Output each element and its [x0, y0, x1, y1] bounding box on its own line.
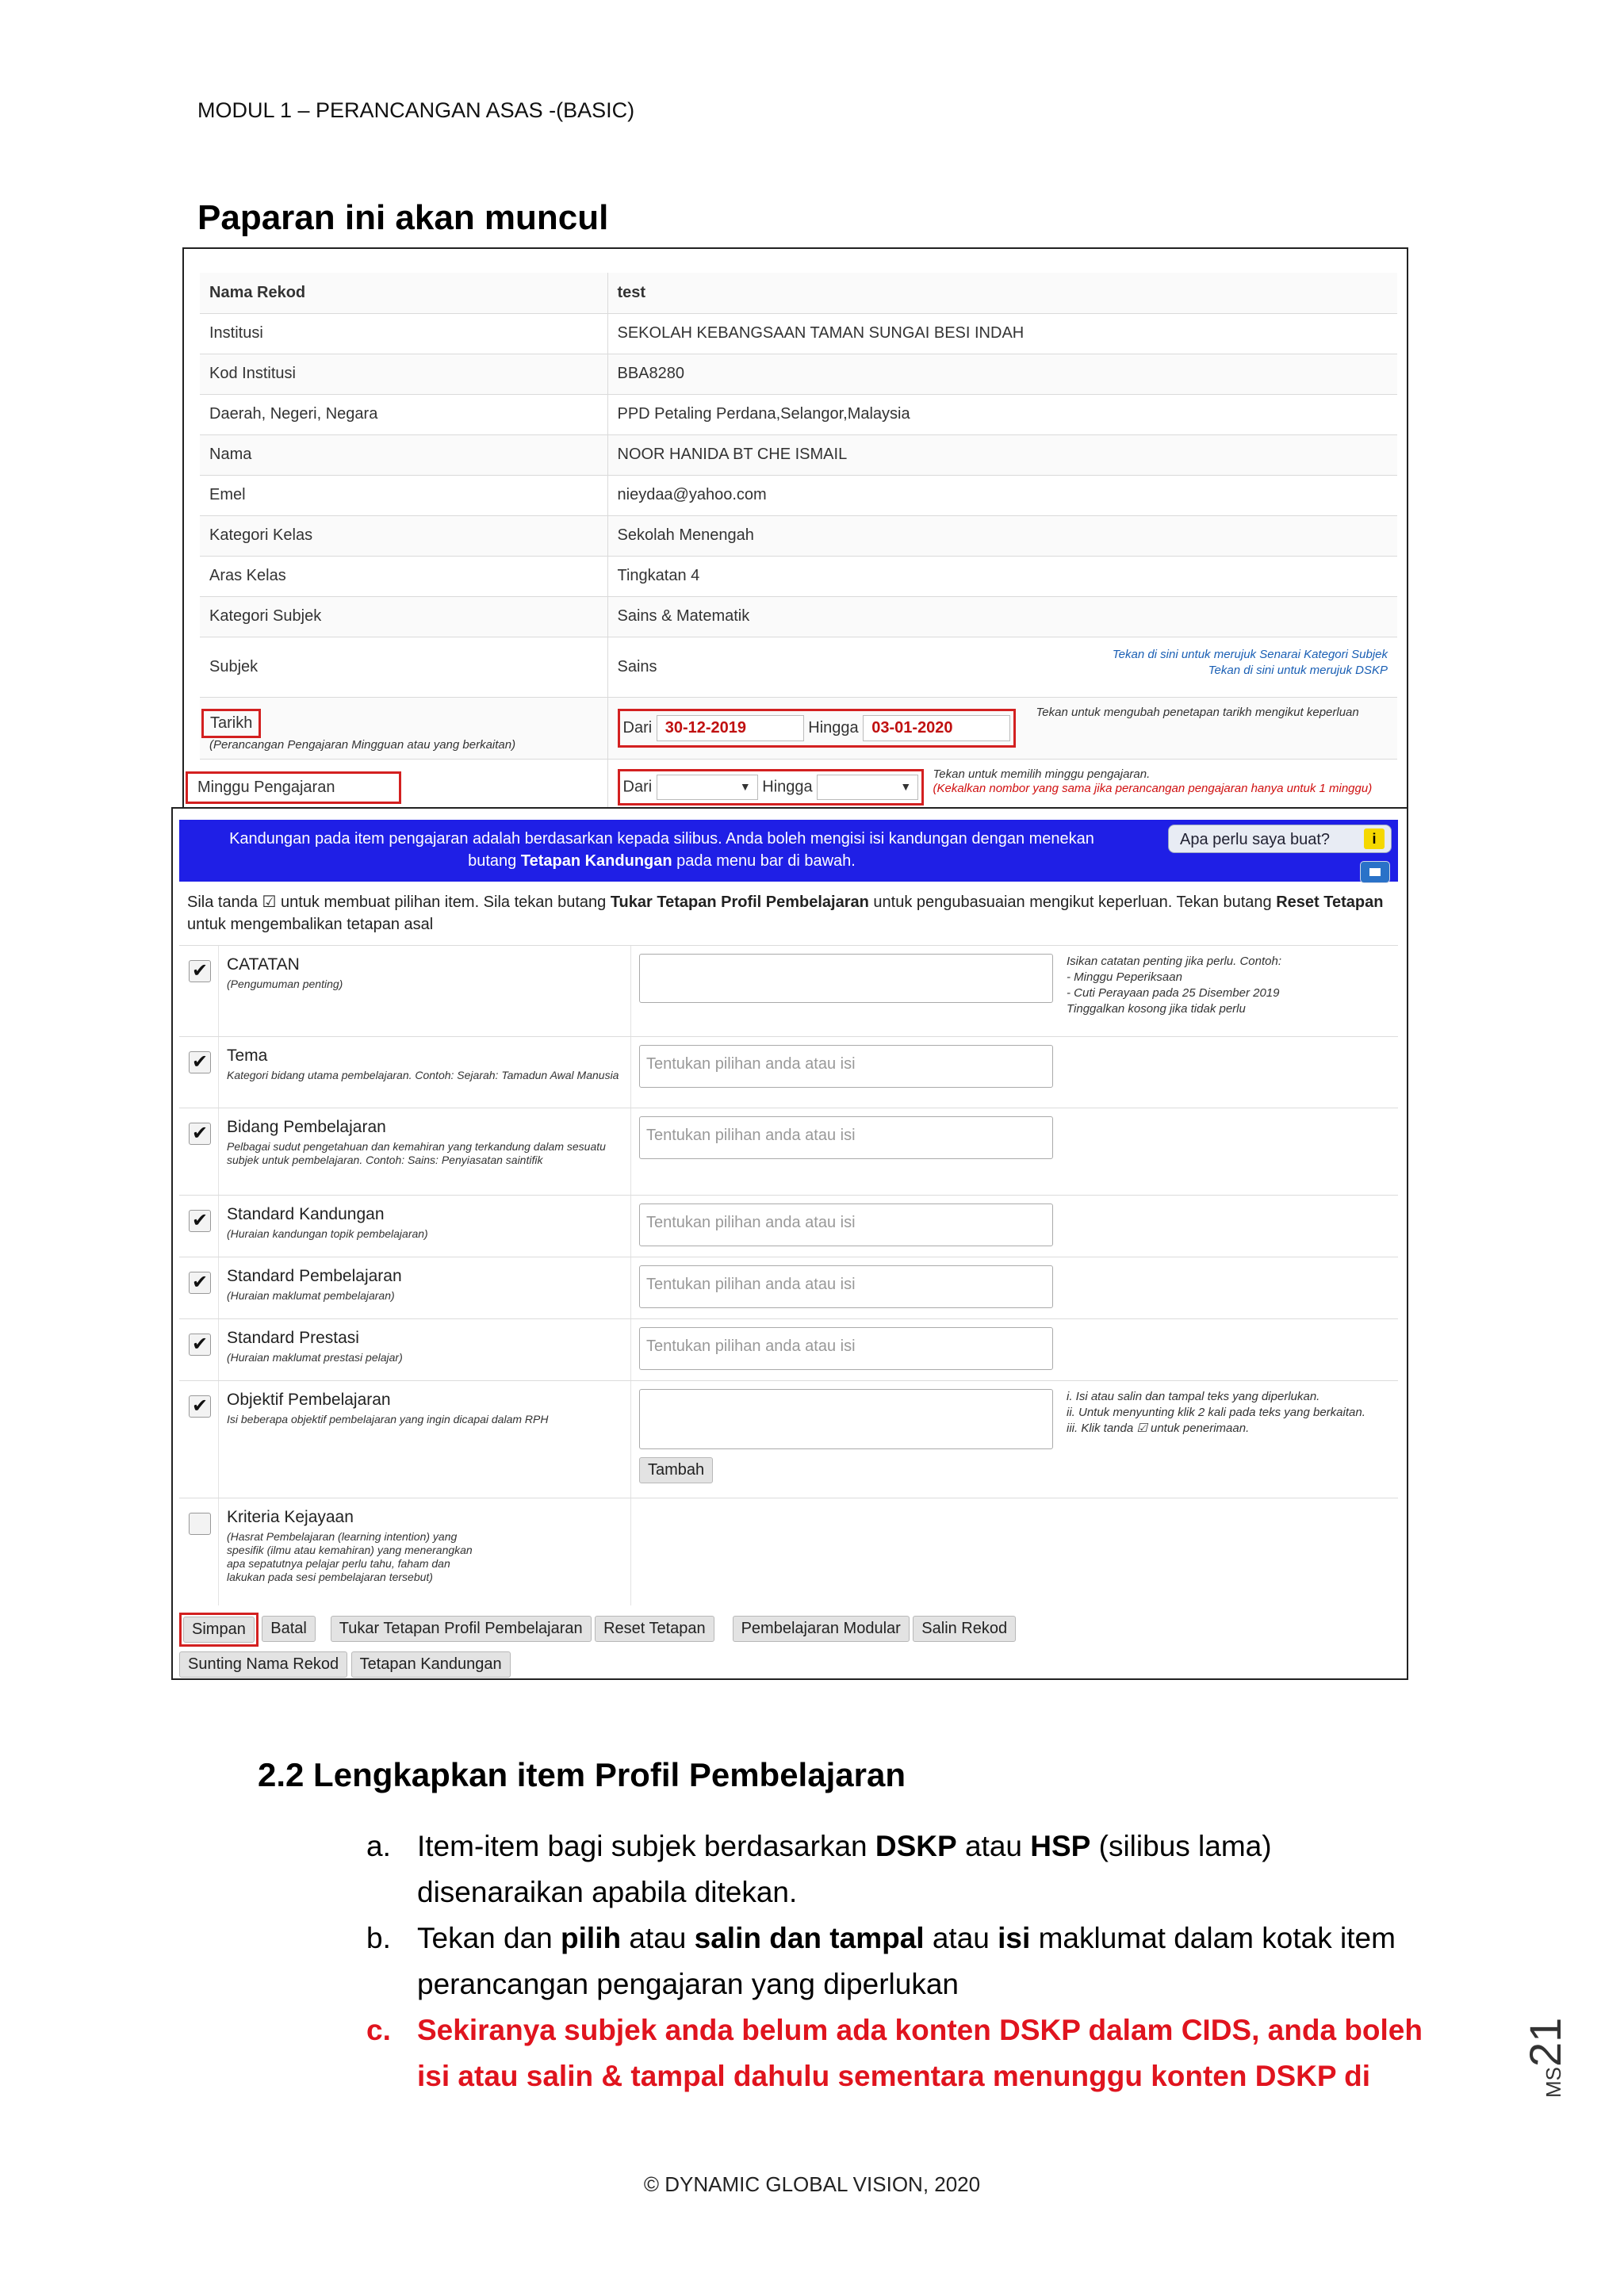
instruction-list [366, 1823, 1445, 2099]
date-to-input[interactable]: 03-01-2020 [863, 715, 1010, 741]
week-warning: (Kekalkan nombor yang sama jika perancangan pengajaran hanya untuk 1 minggu) [933, 781, 1373, 795]
objektif-textarea[interactable] [639, 1389, 1053, 1449]
item-checkbox[interactable] [189, 1395, 211, 1418]
record-row: Daerah, Negeri, Negara PPD Petaling Perdana,Selangor,Malaysia [200, 394, 1397, 434]
record-table [197, 273, 1397, 817]
item-checkbox[interactable] [189, 1051, 211, 1073]
standard-prestasi-input[interactable]: Tentukan pilihan anda atau isi [639, 1327, 1053, 1370]
help-button[interactable]: Apa perlu saya buat? i [1168, 825, 1392, 853]
record-row: Nama Rekod test [200, 273, 1397, 313]
week-to-select[interactable] [817, 775, 918, 800]
record-details-screenshot [182, 247, 1408, 814]
subject-value: Sains [617, 657, 657, 675]
button-bar [179, 1613, 1400, 1678]
catatan-note: Isikan catatan penting jika perlu. Contoh: - Minggu Peperiksaan - Cuti Perayaan pada 25 Disember 2019 Tinggalkan kosong jika tidak perlu [1067, 955, 1282, 1016]
standard-pembelajaran-input[interactable]: Tentukan pilihan anda atau isi [639, 1265, 1053, 1308]
copy-record-button[interactable]: Salin Rekod [913, 1616, 1016, 1642]
week-from-select[interactable] [657, 775, 758, 800]
save-highlight [179, 1613, 259, 1647]
item-row-tema: ✔ Tema Kategori bidang utama pembelajaran. Contoh: Sejarah: Tamadun Awal Manusia Tentukan pilihan anda atau isi [179, 1036, 1398, 1108]
date-note: Tekan untuk mengubah penetapan tarikh mengikut keperluan [1036, 705, 1359, 719]
standard-kandungan-input[interactable]: Tentukan pilihan anda atau isi [639, 1203, 1053, 1246]
record-row: Kod Institusi BBA8280 [200, 354, 1397, 394]
save-button[interactable]: Simpan [183, 1617, 255, 1643]
week-range-highlight: Dari ▼ Hingga ▼ [618, 769, 925, 806]
modular-button[interactable]: Pembelajaran Modular [733, 1616, 910, 1642]
bidang-input[interactable]: Tentukan pilihan anda atau isi [639, 1116, 1053, 1159]
content-settings-button[interactable]: Tetapan Kandungan [351, 1651, 511, 1678]
edit-record-name-button[interactable]: Sunting Nama Rekod [179, 1651, 347, 1678]
list-item: a. Item-item bagi subjek berdasarkan DSKP atau HSP (silibus lama) disenaraikan apabila ditekan. [366, 1830, 1272, 1908]
content-items [179, 945, 1398, 1605]
page-number: MS21 [1520, 2017, 1570, 2098]
subject-row [200, 637, 1397, 697]
item-checkbox[interactable] [189, 1513, 211, 1535]
date-from-input[interactable]: 30-12-2019 [657, 715, 804, 741]
list-item: c. Sekiranya subjek anda belum ada konten DSKP dalam CIDS, anda boleh isi atau salin & tampal dahulu sementara menunggu konten DSKP di [366, 2014, 1423, 2092]
video-icon[interactable] [1360, 861, 1390, 883]
date-label: Tarikh [210, 714, 253, 732]
reset-button[interactable]: Reset Tetapan [595, 1616, 714, 1642]
date-range-highlight: Dari 30-12-2019 Hingga 03-01-2020 [618, 709, 1017, 748]
date-description: (Perancangan Pengajaran Mingguan atau yang berkaitan) [209, 737, 516, 752]
item-row-objektif: ✔ Objektif Pembelajaran Isi beberapa objektif pembelajaran yang ingin dicapai dalam RPH Tambah i. Isi atau salin dan tampal teks yang diperlukan. ii. Untuk menyunting klik 2 kali pada teks yang berkaitan. iii. Klik tanda ☑ untuk penerimaan. [179, 1380, 1398, 1498]
item-checkbox[interactable] [189, 1123, 211, 1145]
item-row-catatan: ✔ CATATAN (Pengumuman penting) Isikan catatan penting jika perlu. Contoh: - Minggu Peperiksaan - Cuti Perayaan pada 25 Disember 2019 Tinggalkan kosong jika tidak perlu [179, 945, 1398, 1036]
item-row-standard-kandungan: ✔ Standard Kandungan (Huraian kandungan topik pembelajaran) Tentukan pilihan anda atau isi [179, 1195, 1398, 1257]
tema-input[interactable]: Tentukan pilihan anda atau isi [639, 1045, 1053, 1088]
info-banner: Kandungan pada item pengajaran adalah berdasarkan kepada silibus. Anda boleh mengisi isi kandungan dengan menekan butang Tetapan Kandungan pada menu bar di bawah. Apa perlu saya buat? i [179, 820, 1398, 882]
document-header: MODUL 1 – PERANCANGAN ASAS -(BASIC) [197, 98, 635, 122]
item-checkbox[interactable] [189, 1210, 211, 1232]
footer: © DYNAMIC GLOBAL VISION, 2020 [643, 2172, 981, 2196]
date-row [200, 697, 1397, 759]
record-row: Kategori Subjek Sains & Matematik [200, 596, 1397, 637]
subject-category-link[interactable]: Tekan di sini untuk merujuk Senarai Kategori Subjek [1112, 647, 1388, 661]
section-heading: Paparan ini akan muncul [197, 198, 609, 237]
record-row: Emel nieydaa@yahoo.com [200, 475, 1397, 515]
add-button[interactable]: Tambah [639, 1457, 713, 1483]
item-row-standard-pembelajaran: ✔ Standard Pembelajaran (Huraian maklumat pembelajaran) Tentukan pilihan anda atau isi [179, 1257, 1398, 1318]
week-label: Minggu Pengajaran [197, 778, 335, 796]
change-profile-button[interactable]: Tukar Tetapan Profil Pembelajaran [331, 1616, 592, 1642]
dskp-link[interactable]: Tekan di sini untuk merujuk DSKP [1208, 663, 1388, 677]
date-label-highlight [201, 709, 261, 738]
subject-label: Subjek [200, 637, 607, 697]
record-row: Kategori Kelas Sekolah Menengah [200, 515, 1397, 556]
week-note: Tekan untuk memilih minggu pengajaran. [933, 767, 1151, 781]
record-row: Aras Kelas Tingkatan 4 [200, 556, 1397, 596]
info-icon: i [1364, 828, 1385, 849]
week-label-highlight [186, 771, 401, 804]
content-form-screenshot [171, 807, 1408, 1680]
item-checkbox[interactable] [189, 1272, 211, 1294]
item-row-standard-prestasi: ✔ Standard Prestasi (Huraian maklumat prestasi pelajar) Tentukan pilihan anda atau isi [179, 1318, 1398, 1380]
cancel-button[interactable]: Batal [262, 1616, 316, 1642]
record-row: Nama NOOR HANIDA BT CHE ISMAIL [200, 434, 1397, 475]
record-row: Institusi SEKOLAH KEBANGSAAN TAMAN SUNGAI BESI INDAH [200, 313, 1397, 354]
item-checkbox[interactable] [189, 960, 211, 982]
item-checkbox[interactable] [189, 1334, 211, 1356]
catatan-textarea[interactable] [639, 954, 1053, 1003]
item-row-bidang: ✔ Bidang Pembelajaran Pelbagai sudut pengetahuan dan kemahiran yang terkandung dalam sesuatu subjek untuk pembelajaran. Contoh: Sains: Penyiasatan saintifik Tentukan pilihan anda atau isi [179, 1108, 1398, 1195]
subsection-heading: 2.2 Lengkapkan item Profil Pembelajaran [258, 1756, 906, 1793]
instructions: Sila tanda ☑ untuk membuat pilihan item. Sila tekan butang Tukar Tetapan Profil Pembelajaran untuk pengubasuaian mengikut keperluan. Tekan butang Reset Tetapan untuk mengembalikan tetapan asal [187, 894, 1384, 933]
list-item: b. Tekan dan pilih atau salin dan tampal atau isi maklumat dalam kotak item perancangan pengajaran yang diperlukan [366, 1922, 1396, 2000]
objektif-note: i. Isi atau salin dan tampal teks yang diperlukan. ii. Untuk menyunting klik 2 kali pada teks yang berkaitan. iii. Klik tanda ☑ untuk penerimaan. [1067, 1390, 1365, 1435]
item-row-kriteria: Kriteria Kejayaan (Hasrat Pembelajaran (learning intention) yang spesifik (ilmu atau kemahiran) yang menerangkan apa sepatutnya pelajar perlu tahu, faham dan lakukan pada sesi pembelajaran tersebut) [179, 1498, 1398, 1605]
